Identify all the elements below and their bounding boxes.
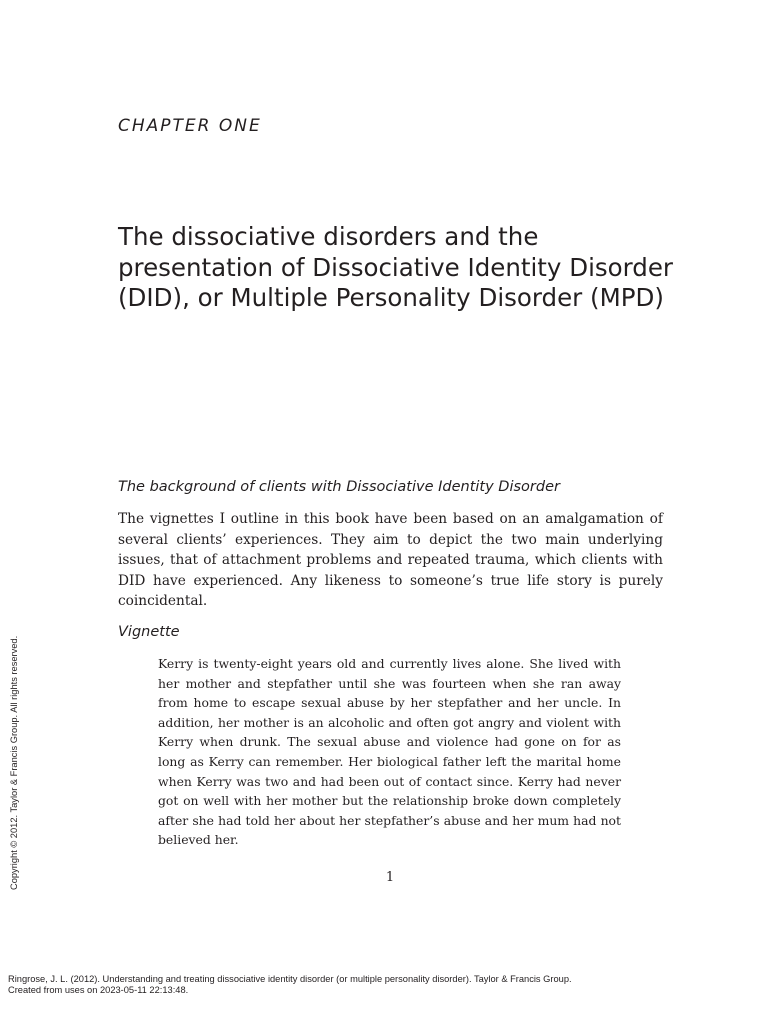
chapter-label: CHAPTER ONE	[118, 116, 262, 136]
side-copyright-notice: Copyright © 2012. Taylor & Francis Group. All rights reserved.	[9, 635, 19, 890]
footer-citation	[8, 974, 572, 996]
vignette-heading: Vignette	[118, 624, 180, 640]
vignette-paragraph: Kerry is twenty-eight years old and currently lives alone. She lived with her mother and stepfather until she was fourteen when she ran away from home to escape sexual abuse by her stepfather and her uncle. In addition, her mother is an alcoholic and often got angry and violent with Kerry when drunk. The sexual abuse and violence had gone on for as long as Kerry can remember. Her biological father left the marital home when Kerry was two and had been out of contact since. Kerry had never got on well with her mother but the relationship broke down completely after she had told her about her stepfather’s abuse and her mum had not believed her.	[158, 656, 621, 848]
intro-paragraph: The vignettes I outline in this book have been based on an amalgamation of several clients’ experiences. They aim to depict the two main underlying issues, that of attachment problems and repeated trauma, which clients with DID have experienced. Any likeness to someone’s true life story is purely coincidental.	[118, 511, 663, 609]
footer-created-line: Created from uses on 2023-05-11 22:13:48.	[8, 985, 189, 995]
page-number: 1	[385, 870, 395, 885]
chapter-title: The dissociative disorders and the presentation of Dissociative Identity Disorder (DID), or Multiple Personality Disorder (MPD)	[118, 222, 673, 312]
section-heading: The background of clients with Dissociative Identity Disorder	[118, 479, 560, 495]
footer-citation-line: Ringrose, J. L. (2012). Understanding and treating dissociative identity disorder (or multiple personality disorder). Taylor & Francis Group.	[8, 974, 572, 984]
